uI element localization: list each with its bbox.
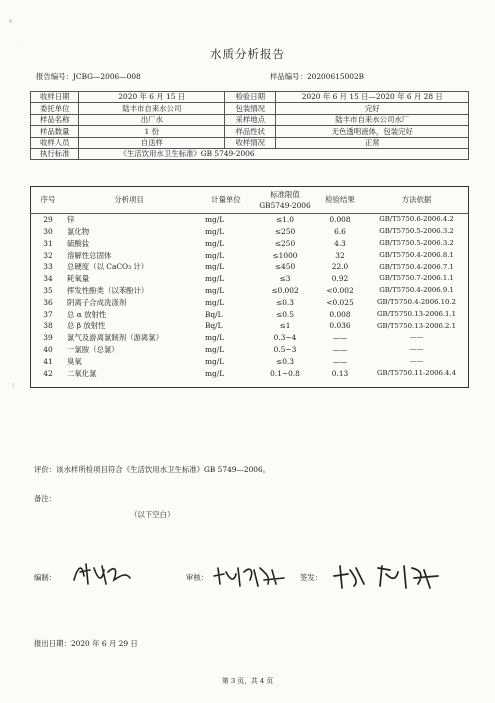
sample-info-table: [30, 91, 469, 160]
info-label: 收样人员: [31, 137, 79, 148]
table-row: [31, 238, 469, 250]
header-result: 检验结果: [315, 187, 365, 214]
info-label: 收样情况: [225, 137, 276, 148]
info-row: [31, 126, 469, 137]
cell-item: 二氧化氯: [67, 368, 97, 378]
cell-method: GB/T5750.5-2006.3.2: [379, 239, 454, 248]
cell-result: ——: [332, 356, 348, 366]
cell-limit: ≤1000: [272, 250, 298, 260]
reviewer-signature: [210, 560, 290, 590]
header-no: 序号: [31, 187, 62, 214]
info-value: 陆丰市自来水公司: [79, 103, 225, 114]
info-row: [31, 137, 469, 148]
cell-method: GB/T5750.11-2006.4.4: [377, 368, 456, 377]
cell-item: 锌: [67, 215, 75, 225]
cell-result: 0.008: [329, 309, 351, 319]
cell-limit: ≤0.002: [271, 285, 299, 295]
page-number: 第 3 页，共 4 页: [221, 677, 274, 685]
cell-no: 39: [43, 333, 53, 343]
cell-method: GB/T5750.13-2006.1.1: [377, 309, 456, 318]
cell-result: 0.13: [331, 368, 349, 378]
table-row: [31, 273, 469, 285]
table-row: [31, 285, 469, 297]
info-row: [31, 92, 469, 103]
info-value: 陆丰市自来水公司水厂: [276, 114, 469, 125]
cell-unit: mg/L: [205, 262, 225, 272]
header-method: 方法依据: [365, 187, 469, 214]
cell-unit: mg/L: [205, 285, 225, 295]
cell-method: GB/T5750.4-2006.7.1: [379, 262, 454, 271]
cell-item: 氯化物: [67, 226, 90, 236]
cell-item: 臭氧: [67, 356, 82, 366]
cell-no: 37: [43, 309, 53, 319]
info-value: 出厂水: [79, 114, 225, 125]
table-row: [31, 332, 469, 344]
cell-item: 挥发性酚类（以苯酚计）: [67, 285, 149, 295]
cell-result: <0.025: [326, 297, 354, 307]
info-value: 完好: [276, 103, 469, 114]
table-row: [31, 226, 469, 238]
info-label: 样品数量: [31, 126, 79, 137]
cell-unit: mg/L: [205, 215, 225, 225]
table-row: [31, 320, 469, 332]
cell-method: ——: [409, 357, 424, 365]
info-label: 样品性状: [225, 126, 276, 137]
info-value: 自送样: [79, 137, 225, 148]
info-value: 2020 年 6 月 15 日—2020 年 6 月 28 日: [276, 92, 469, 103]
cell-unit: mg/L: [205, 250, 225, 260]
cell-no: 32: [43, 250, 53, 260]
cell-limit: ≤0.5: [276, 309, 294, 319]
report-title: 水质分析报告: [210, 47, 285, 61]
cell-no: 41: [43, 356, 53, 366]
issuer-signature: [328, 558, 448, 592]
info-label: 样品名称: [31, 114, 79, 125]
cell-unit: mg/L: [205, 297, 225, 307]
cell-method: GB/T5750.4-2006.8.1: [379, 250, 454, 259]
cell-unit: mg/L: [205, 274, 225, 284]
cell-limit: 0.1~0.8: [270, 368, 300, 378]
cell-limit: ≤0.3: [276, 297, 294, 307]
standard-value: 《生活饮用水卫生标准》GB 5749-2006: [79, 148, 469, 159]
cell-no: 34: [43, 274, 53, 284]
cell-no: 30: [43, 226, 53, 236]
remark-label: 备注：: [34, 494, 57, 503]
blank-note: （以下空白）: [130, 510, 175, 519]
cell-item: 阴离子合成洗涤剂: [67, 297, 127, 307]
info-value: 1 份: [79, 126, 225, 137]
cell-method: GB/T5750.4-2006.10.2: [377, 298, 456, 307]
cell-item: 总硬度（以 CaCO₃ 计）: [67, 262, 149, 272]
scan-mark: ·: [18, 42, 20, 49]
cell-method: GB/T5750.4-2006.9.1: [379, 286, 454, 295]
cell-method: GB/T5750.6-2006.4.2: [379, 215, 454, 224]
cell-item: 总 β 放射性: [67, 321, 106, 331]
cell-unit: mg/L: [205, 226, 225, 236]
cell-unit: mg/L: [205, 344, 225, 354]
info-value: 正常: [276, 137, 469, 148]
info-row: [31, 103, 469, 114]
cell-result: 0.92: [331, 274, 349, 284]
header-item: 分析项目: [61, 187, 197, 214]
cell-result: 4.3: [334, 238, 346, 248]
sample-number: 样品编号：20200615002B: [270, 72, 365, 81]
cell-no: 31: [43, 238, 53, 248]
info-value: 2020 年 6 月 15 日: [79, 92, 225, 103]
scan-mark: ×: [8, 18, 14, 25]
results-table: [30, 186, 469, 388]
cell-item: 一氯胺（总氯）: [67, 344, 119, 354]
cell-method: GB/T5750.7-2006.1.1: [379, 274, 454, 283]
cell-method: GB/T5750.5-2006.3.2: [379, 227, 454, 236]
standard-label: 执行标准: [31, 148, 79, 159]
header-unit: 计量单位: [197, 187, 255, 214]
cell-result: ——: [332, 333, 348, 343]
cell-result: ——: [332, 344, 348, 354]
scan-mark: !: [12, 383, 15, 390]
cell-item: 氯气及游离氯制剂（游离氯）: [67, 333, 164, 343]
cell-unit: mg/L: [205, 356, 225, 366]
cell-result: 22.0: [331, 262, 349, 272]
evaluation-text: 评价：该水样所检项目符合《生活饮用水卫生标准》GB 5749—2006。: [34, 465, 271, 474]
cell-unit: Bq/L: [205, 309, 223, 319]
cell-method: ——: [409, 333, 424, 342]
table-row: [31, 356, 469, 368]
cell-no: 38: [43, 321, 53, 331]
cell-item: 总 α 放射性: [67, 309, 107, 319]
cell-result: 0.036: [329, 321, 351, 331]
table-row: [31, 344, 469, 356]
cell-result: 0.008: [329, 215, 351, 225]
cell-result: 32: [335, 250, 345, 260]
cell-no: 36: [43, 297, 53, 307]
cell-limit: 0.3~4: [273, 333, 297, 343]
table-row: [31, 297, 469, 309]
cell-limit: ≤3: [279, 274, 291, 284]
info-value: 无色透明液体，包装完好: [276, 126, 469, 137]
cell-limit: 0.5~3: [273, 344, 297, 354]
cell-item: 溶解性总固体: [67, 250, 112, 260]
cell-limit: ≤250: [274, 238, 296, 248]
cell-limit: ≤1.0: [276, 215, 294, 225]
table-row: [31, 367, 469, 379]
info-label: 采样地点: [225, 114, 276, 125]
table-row: [31, 308, 469, 320]
results-header: [31, 187, 469, 214]
cell-limit: ≤0.3: [276, 356, 294, 366]
cell-result: <0.002: [326, 285, 354, 295]
cell-item: 耗氧量: [67, 274, 90, 284]
cell-unit: mg/L: [205, 238, 225, 248]
editor-label: 编制：: [34, 573, 57, 582]
cell-no: 42: [43, 368, 53, 378]
info-label: 包装情况: [225, 103, 276, 114]
editor-signature: [68, 558, 138, 590]
header-limit: 标准限值 GB5749-2006: [255, 187, 315, 214]
issue-date: 报出日期：2020 年 6 月 29 日: [34, 639, 138, 648]
cell-no: 35: [43, 285, 53, 295]
cell-method: ——: [409, 345, 424, 354]
table-row: [31, 249, 469, 261]
cell-item: 硫酸盐: [67, 238, 90, 248]
cell-limit: ≤1: [279, 321, 291, 331]
cell-unit: Bq/L: [205, 321, 223, 331]
cell-method: GB/T5750.13-2006.2.1: [377, 321, 456, 330]
cell-limit: ≤250: [274, 226, 296, 236]
cell-result: 6.6: [334, 226, 346, 236]
reviewer-label: 审核：: [186, 573, 209, 582]
info-label: 委托单位: [31, 103, 79, 114]
table-spacer: [31, 379, 469, 388]
table-row: [31, 261, 469, 273]
cell-no: 29: [43, 215, 53, 225]
table-row: [31, 214, 469, 226]
cell-unit: mg/L: [205, 368, 225, 378]
info-label: 收样日期: [31, 92, 79, 103]
cell-no: 40: [43, 344, 53, 354]
cell-limit: ≤450: [274, 262, 296, 272]
cell-no: 33: [43, 262, 53, 272]
issuer-label: 签发：: [300, 573, 323, 582]
report-number: 报告编号：JCBG—2006—008: [36, 72, 141, 81]
cell-unit: mg/L: [205, 333, 225, 343]
info-row: [31, 114, 469, 125]
info-label: 检验日期: [225, 92, 276, 103]
standard-row: [31, 148, 469, 159]
